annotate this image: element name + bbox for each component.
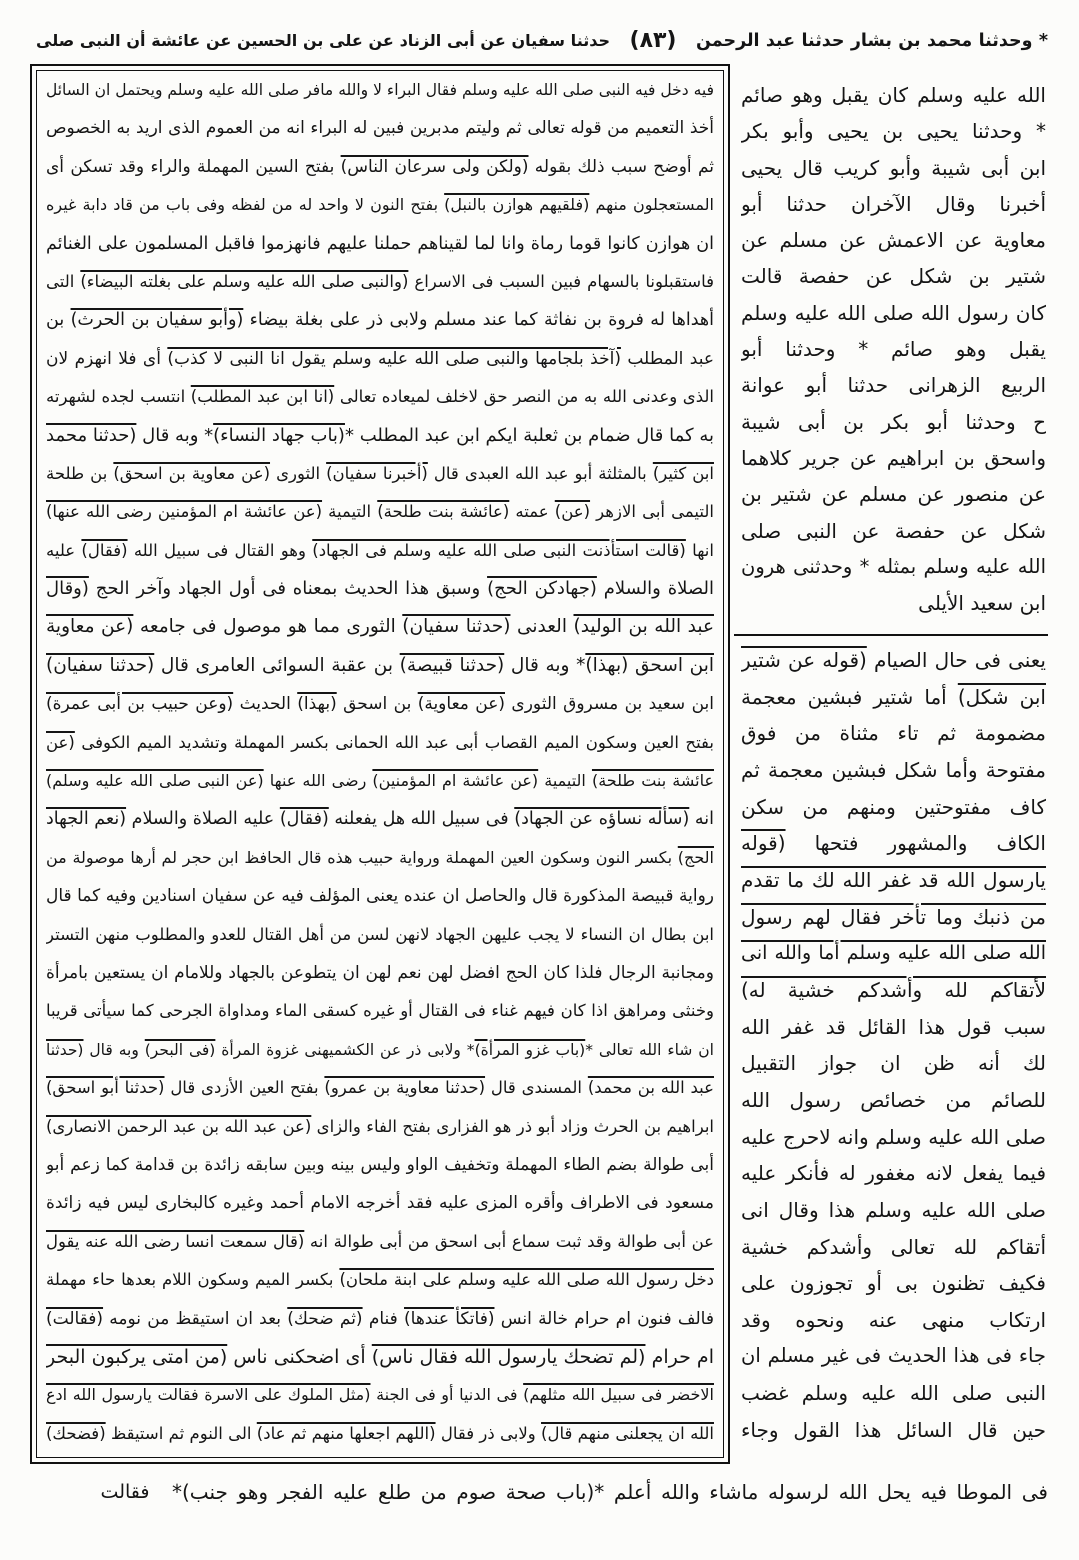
quoted-text: (حدثنا سفيان) bbox=[402, 616, 511, 638]
margin-commentary-line bbox=[741, 972, 1046, 1009]
quoted-text: (عن النبى صلى الله عليه وسلم) bbox=[46, 771, 264, 791]
quoted-text: (نعم الجهاد bbox=[46, 809, 127, 830]
commentary-line: ان شاء الله تعالى *(باب غزو المرأة)* ولابى ذر عن الكشميهنى غزوة المرأة (فى البحر) وبه قال (حدثنا bbox=[46, 1040, 714, 1059]
commentary-line: الحج) بكسر النون وسكون العين المهملة ورواية حبيب هذه قال الحافظ ابن حجر لم أرها موصولة من bbox=[46, 847, 714, 867]
main-text-frame bbox=[30, 64, 730, 1464]
quoted-text: (عن عائشة ام المؤمنين) bbox=[372, 771, 539, 791]
quoted-text: (حدثنا bbox=[46, 1040, 84, 1059]
footer-text: فى الموطا فيه يحل الله لرسوله ماشاء والله أعلم *(باب صحة صوم من طلع عليه الفجر وهو جنب)* bbox=[172, 1480, 1048, 1504]
margin-hadith-line: الله عليه وسلم بمثله * وحدثنى هرون bbox=[741, 554, 1046, 578]
quoted-text: (سأله نساؤه عن الجهاد) bbox=[514, 809, 690, 830]
quoted-text: (حدثنا محمد bbox=[46, 424, 137, 446]
quoted-text: (حدثنا سفيان) bbox=[46, 654, 155, 676]
quoted-text: (قال سمعت انسا رضى الله عنه يقول bbox=[46, 1231, 305, 1251]
quoted-text: (وقال bbox=[46, 578, 89, 600]
quoted-text: (بهذا) bbox=[297, 694, 337, 715]
margin-commentary-line: للصائم من خصائص رسول الله bbox=[741, 1087, 1046, 1112]
quoted-text: (فى البحر) bbox=[144, 1040, 216, 1059]
margin-hadith-line: أخبرنا وقال الآخران حدثنا أبو bbox=[741, 191, 1046, 216]
quoted-text: (ولكن ولى سرعان الناس) bbox=[340, 156, 529, 177]
quoted-text: (فلقيهم هوازن بالنبل) bbox=[444, 195, 590, 215]
margin-commentary-line: ابن شكل) أما شتير فبشين معجمة bbox=[741, 684, 1046, 709]
quoted-text: (عن) bbox=[554, 502, 591, 522]
commentary-line: ابراهيم بن الحرث وزاد أبو ذر هو الفزارى بفتح الفاء والزاى (عن عبد الله بن عبد الرحمن الانصارى) bbox=[46, 1116, 714, 1136]
margin-commentary-line bbox=[741, 862, 1046, 899]
margin-hadith-line: عن منصور عن مسلم عن شتير بن bbox=[741, 482, 1046, 507]
commentary-line: أهداها له فروة بن نفاثة كما عند مسلم ولابى ذر على بغلة بيضاء (وأبو سفيان بن الحرث) بن bbox=[46, 310, 714, 331]
margin-commentary-line: كاف مفتوحتين ومنهم من سكن bbox=[741, 794, 1046, 819]
quoted-text: (وعن حبيب بن أبى عمرة) bbox=[46, 694, 234, 715]
commentary-line: أبى طوالة بضم الطاء المهملة وتخفيف الواو وليس بينه وبين سابقه زائدة بن قدامة كما زعم أبو bbox=[46, 1154, 714, 1175]
quoted-text: دخل رسول الله صلى الله عليه وسلم على ابنة ملحان) bbox=[339, 1270, 714, 1290]
commentary-line: عبد الله بن الوليد) العدنى (حدثنا سفيان) الثورى مما هو موصول فى جامعه (عن معاوية bbox=[46, 616, 714, 638]
quoted-text: (حدثنا أبو اسحق) bbox=[46, 1078, 165, 1098]
commentary-line: ابن كثير) بالمثلثة أبو عبد الله العبدى قال (أخبرنا سفيان) الثورى (عن معاوية بن اسحق) بن طلحة bbox=[46, 463, 714, 483]
quoted-text: (عائشة بنت طلحة) bbox=[377, 502, 510, 522]
margin-hadith-line: * وحدثنا يحيى بن يحيى وأبو بكر bbox=[741, 119, 1046, 144]
margin-hadith-line: يقبل وهو صائم * وحدثنا أبو bbox=[741, 337, 1046, 362]
quoted-text: (والنبى صلى الله عليه وسلم على بغلته البيضاء) bbox=[80, 271, 409, 291]
quoted-text: (فقالت) bbox=[46, 1308, 104, 1329]
quoted-text: (من امتى يركبون البحر bbox=[46, 1345, 228, 1368]
margin-commentary-line: يعنى فى حال الصيام (قوله عن شتير bbox=[741, 648, 1046, 672]
margin-commentary-line: سبب قول هذا القائل قد غفر الله bbox=[741, 1014, 1046, 1039]
quoted-text: (آخذ بلجامها والنبى صلى الله عليه وسلم يقول انا النبى لا كذب) bbox=[167, 348, 621, 369]
header-text-right: * وحدثنا محمد بن بشار حدثنا عبد الرحمن bbox=[696, 31, 1048, 51]
quoted-text: الله صلى الله عليه وسلم أما والله انى bbox=[741, 942, 1046, 965]
quoted-text: عائشة بنت طلحة) bbox=[591, 771, 714, 791]
page-number: (٨٣) bbox=[629, 28, 677, 53]
quoted-text: (باب جهاد النساء) bbox=[213, 424, 345, 446]
margin-commentary-line bbox=[741, 899, 1046, 936]
quoted-text: الحج) bbox=[677, 847, 714, 867]
margin-hadith-line: شتير بن شكل عن حفصة قالت bbox=[741, 264, 1046, 289]
margin-commentary-line: ارتكاب منهى عنه ونحوه وقد bbox=[741, 1307, 1046, 1332]
margin-hadith-line: ابن سعيد الأيلى bbox=[918, 591, 1046, 616]
margin-commentary-text bbox=[741, 642, 1046, 1448]
quoted-text: (أخبرنا سفيان) bbox=[326, 463, 428, 483]
quoted-text: ابن كثير) bbox=[652, 463, 714, 483]
quoted-text: (عن معاوية) bbox=[417, 694, 505, 715]
running-header bbox=[36, 18, 1048, 64]
margin-commentary-line: حين قال السائل هذا القول وجاء bbox=[741, 1417, 1046, 1442]
commentary-line: ومجانبة الرجال فلذا كان الحج افضل لهن نعم لهن ان يتطوعن بالجهاد وللامام ان يستعين بامرأة bbox=[46, 962, 714, 983]
margin-commentary-line: الكاف والمشهور فتحها (قوله bbox=[741, 831, 1046, 856]
quoted-text: من ذنبك وما تأخر فقال لهم رسول bbox=[741, 904, 1046, 929]
quoted-text: (فضحك) bbox=[46, 1423, 106, 1443]
main-text-body bbox=[36, 70, 724, 1458]
commentary-line: مسعود فى الاطراف وأقره المزى عليه فقد أخرجه الامام أحمد وغيره كالبخارى ليس فيه زائدة bbox=[46, 1193, 714, 1214]
quoted-text: الاخضر فى سبيل الله مثلهم) bbox=[523, 1385, 714, 1405]
commentary-line: فاستقبلونا بالسهام فبين السبب فى الاسراع (والنبى صلى الله عليه وسلم على بغلته البيضاء) التى bbox=[46, 271, 714, 291]
commentary-line: بفتح العين وسكون الميم القصاب أبى عبد الله الحمانى بكسر المهملة وتشديد الميم الكوفى (عن bbox=[46, 732, 714, 752]
margin-hadith-line: ابن أبى شيبة وأبو كريب قال يحيى bbox=[741, 155, 1046, 180]
commentary-line: عبد الله بن محمد) المسندى قال (حدثنا معاوية بن عمرو) بفتح العين الأزدى قال (حدثنا أبو اسحق) bbox=[46, 1078, 714, 1098]
commentary-line: الاخضر فى سبيل الله مثلهم) فى الدنيا أو فى الجنة (مثل الملوك على الاسرة فقالت يارسول الله ادع bbox=[46, 1385, 714, 1405]
header-text-left: حدثنا سفيان عن أبى الزناد عن على بن الحسين عن عائشة أن النبى صلى bbox=[36, 31, 610, 50]
margin-commentary-line: مفتوحة وأما شكل فبشين معجمة ثم bbox=[741, 757, 1046, 782]
margin-commentary-line: مضمومة ثم تاء مثناة من فوق bbox=[741, 721, 1046, 746]
commentary-line: ثم أوضح سبب ذلك بقوله (ولكن ولى سرعان الناس) بفتح السين المهملة والراء وقد تسكن أى bbox=[46, 156, 714, 177]
quoted-text: (عن bbox=[46, 732, 75, 752]
commentary-line: فالف فنون ام حرام خالة انس (فاتكأ عندها) فنام (ثم ضحك) بعد ان استيقظ من نومه (فقالت) bbox=[46, 1308, 714, 1329]
commentary-line: ابن اسحق (بهذا)* وبه قال (حدثنا قبيصة) بن عقبة السوائى العامرى قال (حدثنا سفيان) bbox=[46, 654, 714, 676]
quoted-text: (اللهم اجعلها منهم ثم عاد) bbox=[256, 1423, 436, 1443]
margin-divider-rule bbox=[734, 634, 1048, 636]
quoted-text: (حدثنا قبيصة) bbox=[399, 654, 505, 676]
margin-commentary-line: جاء فى هذا الحديث فى غير مسلم ان bbox=[741, 1344, 1046, 1368]
commentary-line: الصلاة والسلام (جهادكن الحج) وسبق هذا الحديث بمعناه فى أول الجهاد وآخر الحج (وقال bbox=[46, 578, 714, 600]
quoted-text: (وأبو سفيان بن الحرث) bbox=[70, 310, 244, 331]
commentary-line: فيه دخل فيه النبى صلى الله عليه وسلم فقال البراء لا والله مافر صلى الله عليه وسلم ويحتمل ان السائل bbox=[46, 81, 714, 99]
margin-commentary-line: فيما يفعل لانه مغفور له فأنكر عليه bbox=[741, 1161, 1046, 1186]
quoted-text: (ثم ضحك) bbox=[287, 1308, 363, 1329]
commentary-line: ابن سعيد بن مسروق الثورى (عن معاوية) بن اسحق (بهذا) الحديث (وعن حبيب بن أبى عمرة) bbox=[46, 694, 714, 715]
quoted-text: يارسول الله قد غفر الله لك ما تقدم bbox=[741, 867, 1046, 892]
margin-commentary-line bbox=[741, 935, 1046, 972]
quoted-text: الله ان يجعلنى منهم قال) bbox=[541, 1423, 714, 1443]
commentary-line: دخل رسول الله صلى الله عليه وسلم على ابنة ملحان) بكسر الميم وسكون اللام بعدها حاء مهملة bbox=[46, 1270, 714, 1290]
commentary-line: أخذ التعميم من قوله تعالى ثم وليتم مدبرين فبين له البراء انه من العموم الذى اريد به الخصوص bbox=[46, 118, 714, 139]
quoted-text: (فقال) bbox=[279, 809, 329, 830]
quoted-text: ابن اسحق (بهذا) bbox=[585, 654, 714, 676]
commentary-line: الله ان يجعلنى منهم قال) ولابى ذر فقال (اللهم اجعلها منهم ثم عاد) الى النوم ثم استيقظ (فضحك) bbox=[46, 1423, 714, 1443]
commentary-line: ان هوازن كانوا قوما رماة وانا لما لقيناهم حملنا عليهم فانهزموا فاقبل المسلمون على الغنائم bbox=[46, 233, 714, 254]
margin-hadith-line: شكل عن حفصة عن النبى صلى bbox=[741, 518, 1046, 543]
margin-commentary-line: أتقاكم لله تعالى وأشدكم خشية bbox=[741, 1234, 1046, 1259]
margin-hadith-line: معاوية عن الاعمش عن مسلم عن bbox=[741, 228, 1046, 253]
margin-hadith-text bbox=[741, 77, 1046, 621]
quoted-text: (مثل الملوك على الاسرة فقالت يارسول الله ادع bbox=[46, 1385, 371, 1405]
commentary-line: رواية قبيصة المذكورة قال والحاصل ان عنده يعنى المؤلف فيه عن سفيان اسنادين وفيه كما قال bbox=[46, 886, 714, 907]
quoted-text: ابن شكل) bbox=[957, 684, 1046, 709]
quoted-text: (قوله عن شتير bbox=[741, 648, 867, 672]
commentary-line: به كما قال ضمام بن ثعلبة ايكم ابن عبد المطلب *(باب جهاد النساء)* وبه قال (حدثنا محمد bbox=[46, 424, 714, 446]
commentary-line: الذى وعدنى الله به من النصر حق لاخلف لميعاده تعالى (انا ابن عبد المطلب) انتسب لجده لشهرته bbox=[46, 387, 714, 407]
quoted-text: (فاتكأ عندها) bbox=[404, 1308, 495, 1329]
catchword: فقالت bbox=[100, 1481, 150, 1503]
commentary-line: عن أبى طوالة وقد ثبت سماع أبى اسحق من أبى طوالة انه (قال سمعت انسا رضى الله عنه يقول bbox=[46, 1231, 714, 1251]
quoted-text: (لم تضحك يارسول الله فقال ناس) bbox=[371, 1345, 646, 1368]
quoted-text: (قوله bbox=[741, 831, 786, 856]
quoted-text: (حدثنا معاوية بن عمرو) bbox=[324, 1078, 486, 1098]
commentary-line: عائشة بنت طلحة) التيمية (عن عائشة ام المؤمنين) رضى الله عنها (عن النبى صلى الله عليه وسلم) bbox=[46, 771, 714, 791]
margin-hadith-line: ح وحدثنا أبو بكر بن أبى شيبة bbox=[741, 409, 1046, 434]
margin-commentary-line: فكيف تظنون بى أو تجوزون على bbox=[741, 1271, 1046, 1296]
quoted-text: (عن عبد الله بن عبد الرحمن الانصارى) bbox=[46, 1116, 312, 1136]
commentary-line: التيمى أبى الازهر (عن) عمته (عائشة بنت طلحة) التيمية (عن عائشة ام المؤمنين رضى الله عنها) bbox=[46, 502, 714, 522]
margin-commentary-line: صلى الله عليه وسلم هذا وقال انى bbox=[741, 1197, 1046, 1222]
margin-hadith-line: واسحق بن ابراهيم عن جرير كلاهما bbox=[741, 445, 1046, 470]
commentary-line: انها (قالت استأذنت النبى صلى الله عليه وسلم فى الجهاد) وهو القتال فى سبيل الله (فقال) عليه bbox=[46, 540, 714, 560]
quoted-text: (انا ابن عبد المطلب) bbox=[190, 387, 335, 407]
quoted-text: عبد الله بن الوليد) bbox=[573, 616, 714, 638]
commentary-line: وخنثى ومراهق اذا كان فيهم غناء فى القتال أو غيره كسقى الماء ومداواة الجرحى كما سيأتى قريبا bbox=[46, 1001, 714, 1021]
margin-commentary-line: لك أنه ظن ان جواز التقبيل bbox=[741, 1051, 1046, 1076]
quoted-text: (قالت استأذنت النبى صلى الله عليه وسلم فى الجهاد) bbox=[312, 540, 686, 560]
quoted-text: عبد الله بن محمد) bbox=[587, 1078, 714, 1098]
commentary-line: المستعجلون منهم (فلقيهم هوازن بالنبل) بفتح النون لا واحد له من لفظه وفى باب من قاد دابة غيره bbox=[46, 195, 714, 215]
commentary-line: ام حرام (لم تضحك يارسول الله فقال ناس) أى اضحكنى ناس (من امتى يركبون البحر bbox=[46, 1345, 714, 1368]
quoted-text: (جهادكن الحج) bbox=[487, 578, 597, 600]
commentary-line: انه (سأله نساؤه عن الجهاد) فى سبيل الله هل يفعلنه (فقال) عليه الصلاة والسلام (نعم الجهاد bbox=[46, 809, 714, 830]
quoted-text: (عن معاوية bbox=[46, 616, 134, 638]
quoted-text: لأتقاكم لله وأشدكم خشية له) bbox=[741, 977, 1046, 1002]
quoted-text: (عن معاوية بن اسحق) bbox=[113, 463, 271, 483]
margin-commentary-line: صلى الله عليه وسلم وانه لاحرج عليه bbox=[741, 1124, 1046, 1149]
quoted-text: (عن عائشة ام المؤمنين رضى الله عنها) bbox=[46, 502, 323, 522]
quoted-text: (فقال) bbox=[81, 540, 128, 560]
margin-hadith-line: الربيع الزهرانى حدثنا أبو عوانة bbox=[741, 373, 1046, 398]
margin-hadith-line: الله عليه وسلم كان يقبل وهو صائم bbox=[741, 83, 1046, 107]
commentary-line: عبد المطلب (آخذ بلجامها والنبى صلى الله عليه وسلم يقول انا النبى لا كذب) أى فلا انهزم لان bbox=[46, 348, 714, 369]
margin-commentary-line: النبى صلى الله عليه وسلم غضب bbox=[741, 1381, 1046, 1406]
commentary-line: ابن بطال ان النساء لا يجب عليهن الجهاد لانهن لسن من أهل القتال للعدو والمطلوب منهن التستر bbox=[46, 924, 714, 944]
quoted-text: (باب غزو المرأة) bbox=[474, 1040, 586, 1059]
margin-hadith-line: كان رسول الله صلى الله عليه وسلم bbox=[741, 300, 1046, 325]
